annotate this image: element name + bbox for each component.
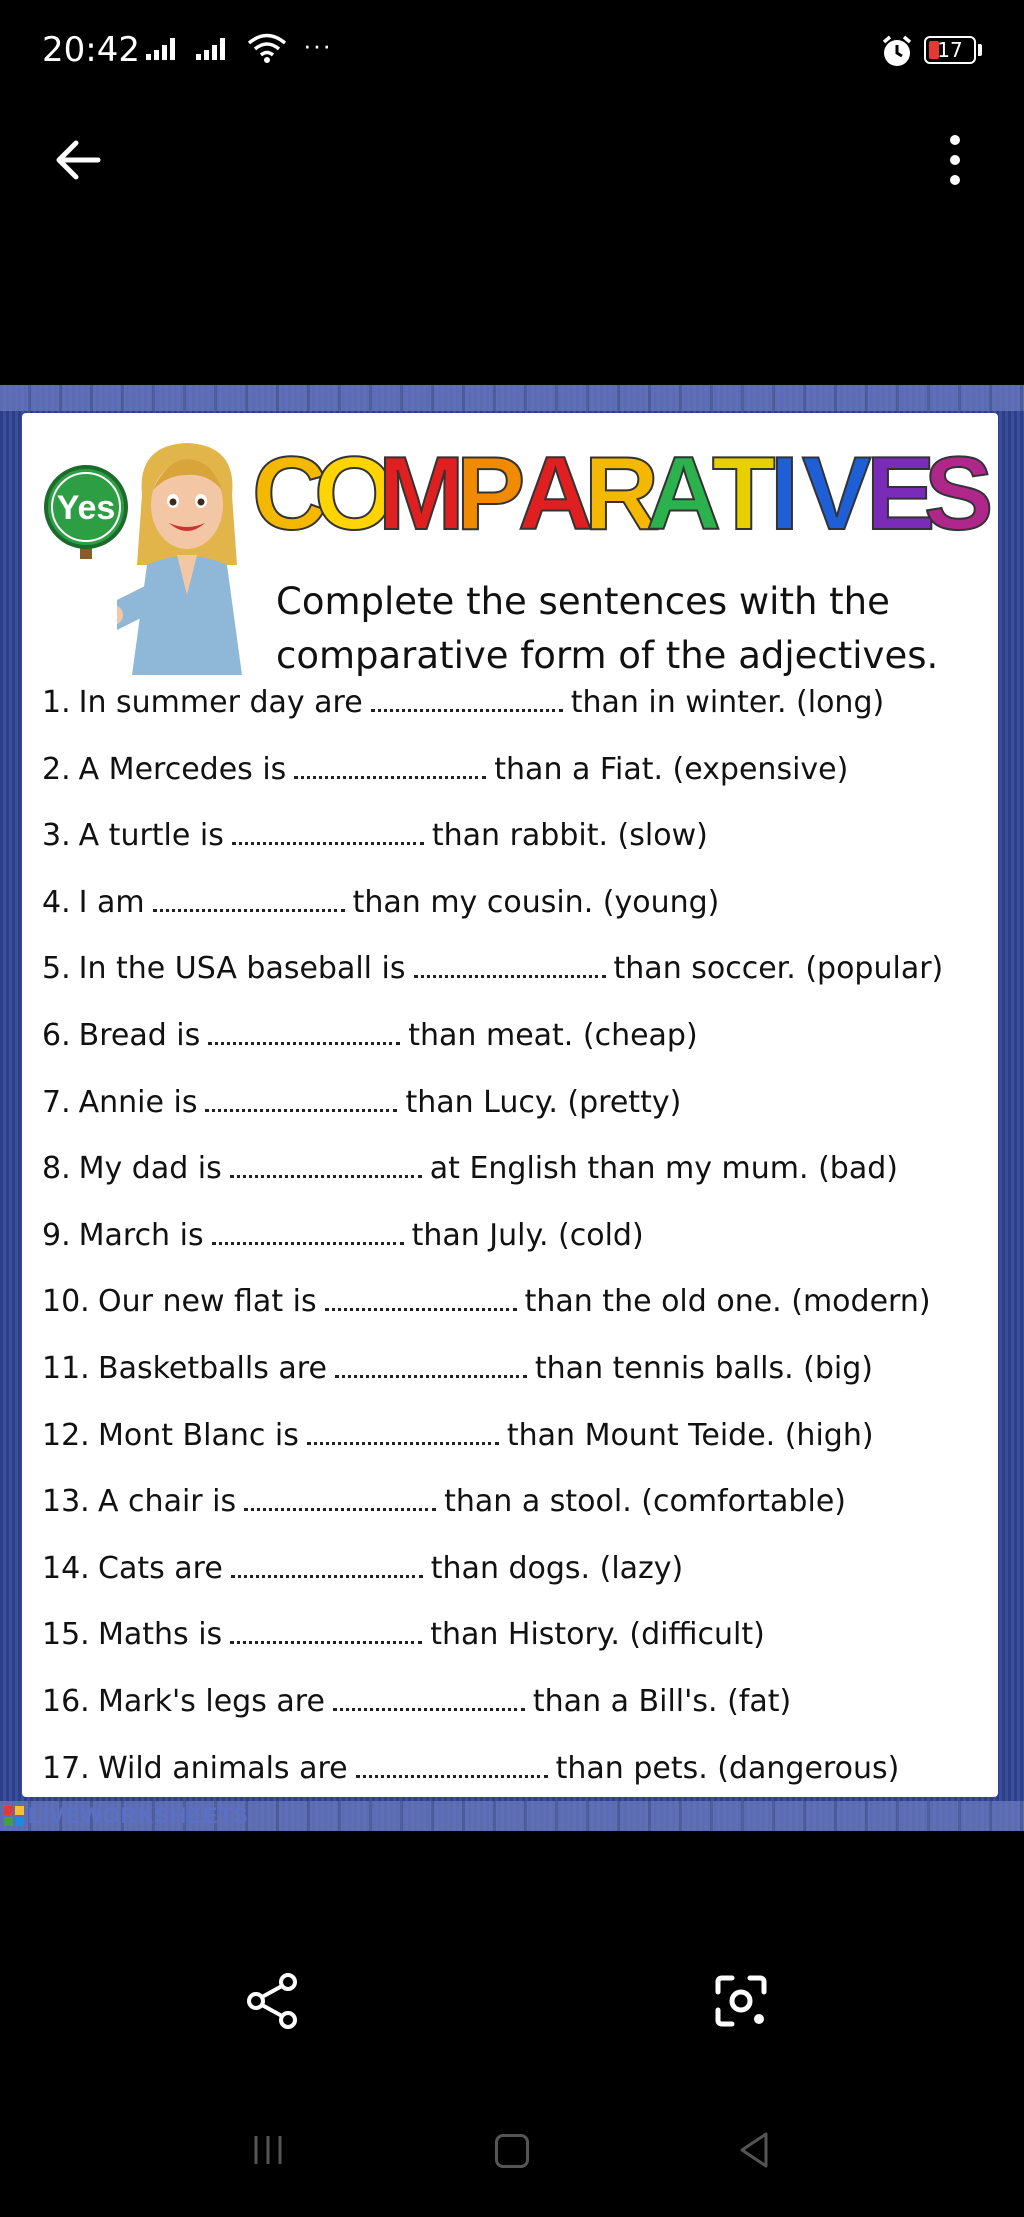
title-comparatives <box>244 413 1004 563</box>
title-letter: R <box>584 436 660 552</box>
instructions-line-1: Complete the sentences with the <box>276 580 890 623</box>
wifi-icon <box>247 32 287 64</box>
exercise-number: 2. <box>42 751 71 787</box>
exercise-text-after: than meat. (cheap) <box>408 1017 698 1053</box>
kebab-menu-icon[interactable] <box>940 132 970 188</box>
exercise-number: 11. <box>42 1350 90 1386</box>
exercise-blank[interactable] <box>294 761 486 779</box>
exercise-text-after: than soccer. (popular) <box>613 951 944 987</box>
exercise-text-before: Basketballs are <box>98 1350 327 1386</box>
exercise-number: 1. <box>42 685 71 720</box>
exercise-text-before: A chair is <box>98 1484 237 1520</box>
exercise-text-after: than Mount Teide. (high) <box>506 1417 874 1453</box>
title-letter: M <box>378 436 465 552</box>
exercise-text-before: In summer day are <box>78 685 363 720</box>
exercise-text-before: My dad is <box>78 1151 222 1187</box>
exercise-number: 4. <box>42 884 71 920</box>
exercise-item <box>42 818 992 885</box>
exercise-text-before: A turtle is <box>78 818 224 854</box>
frame-top-strip <box>0 385 1024 411</box>
exercise-number: 8. <box>42 1151 71 1187</box>
exercise-text-after: than History. (difficult) <box>430 1617 765 1653</box>
exercise-item <box>42 685 992 752</box>
title-letter: V <box>802 436 872 552</box>
title-letter: S <box>924 436 994 552</box>
exercise-blank[interactable] <box>232 827 424 845</box>
exercise-item <box>42 1484 992 1551</box>
exercise-blank[interactable] <box>208 1027 400 1045</box>
recent-apps-icon[interactable] <box>250 2132 286 2168</box>
watermark-logo-icon <box>4 1806 24 1826</box>
watermark <box>4 1803 249 1829</box>
exercise-text-after: than the old one. (modern) <box>524 1284 931 1320</box>
status-time: 20:42 <box>42 30 140 70</box>
exercise-text-before: In the USA baseball is <box>78 951 406 987</box>
exercise-list <box>42 685 992 1817</box>
exercise-text-after: than July. (cold) <box>411 1217 644 1253</box>
title-letter: A <box>518 436 594 552</box>
exercise-text-before: Mont Blanc is <box>98 1417 299 1453</box>
exercise-item <box>42 1418 992 1485</box>
exercise-text-after: than a Bill's. (fat) <box>532 1683 792 1719</box>
exercise-item <box>42 1684 992 1751</box>
exercise-text-after: than rabbit. (slow) <box>431 818 708 854</box>
title-letter: A <box>646 436 722 552</box>
exercise-text-after: than dogs. (lazy) <box>430 1550 684 1586</box>
worksheet-image[interactable] <box>0 385 1024 1831</box>
exercise-item <box>42 752 992 819</box>
exercise-text-before: Our new flat is <box>98 1284 317 1320</box>
exercise-blank[interactable] <box>205 1094 397 1112</box>
exercise-text-before: I am <box>78 884 145 920</box>
exercise-text-before: Cats are <box>98 1550 223 1586</box>
title-letter: T <box>712 436 776 552</box>
exercise-text-after: than my cousin. (young) <box>352 884 720 920</box>
alarm-icon <box>880 34 914 68</box>
exercise-text-after: than tennis balls. (big) <box>534 1350 873 1386</box>
exercise-item <box>42 1284 992 1351</box>
nav-back-icon[interactable] <box>734 2130 774 2170</box>
exercise-number: 17. <box>42 1750 90 1786</box>
lens-scan-icon[interactable] <box>712 1972 770 2030</box>
exercise-text-before: Wild animals are <box>98 1750 348 1786</box>
exercise-blank[interactable] <box>230 1160 422 1178</box>
exercise-item <box>42 1218 992 1285</box>
battery-icon <box>924 36 976 64</box>
exercise-text-after: than a Fiat. (expensive) <box>494 751 849 787</box>
exercise-item <box>42 1151 992 1218</box>
exercise-text-after: at English than my mum. (bad) <box>429 1151 898 1187</box>
exercise-text-before: Maths is <box>98 1617 223 1653</box>
exercise-text-after: than in winter. (long) <box>570 685 885 720</box>
exercise-blank[interactable] <box>414 960 606 978</box>
exercise-item <box>42 1551 992 1618</box>
exercise-blank[interactable] <box>371 694 563 712</box>
exercise-blank[interactable] <box>356 1760 548 1778</box>
title-letter: E <box>866 436 936 552</box>
battery-level: 17 <box>937 38 963 62</box>
exercise-text-after: than Lucy. (pretty) <box>405 1084 682 1120</box>
exercise-number: 15. <box>42 1617 90 1653</box>
exercise-item <box>42 1085 992 1152</box>
share-icon[interactable] <box>244 1972 302 2030</box>
teacher-illustration <box>117 435 257 675</box>
yes-sign-text: Yes <box>56 489 116 527</box>
exercise-number: 3. <box>42 818 71 854</box>
exercise-text-after: than pets. (dangerous) <box>555 1750 900 1786</box>
signal-icon <box>146 38 175 60</box>
title-letter: C <box>252 436 328 552</box>
exercise-text-before: Annie is <box>78 1084 198 1120</box>
exercise-blank[interactable] <box>230 1626 422 1644</box>
exercise-item <box>42 951 992 1018</box>
instructions-line-2: comparative form of the adjectives. <box>276 634 939 677</box>
more-indicator: ··· <box>303 30 332 60</box>
title-letter: O <box>314 436 395 552</box>
exercise-text-before: March is <box>78 1217 204 1253</box>
title-letter: P <box>456 436 526 552</box>
exercise-number: 10. <box>42 1284 90 1320</box>
exercise-item <box>42 1617 992 1684</box>
exercise-item <box>42 1018 992 1085</box>
exercise-item <box>42 1351 992 1418</box>
exercise-text-before: A Mercedes is <box>78 751 287 787</box>
title-letter: I <box>770 436 799 552</box>
home-button[interactable] <box>495 2134 529 2168</box>
exercise-number: 13. <box>42 1484 90 1520</box>
worksheet-sheet <box>22 413 998 1797</box>
exercise-number: 5. <box>42 951 71 987</box>
arrow-left-icon[interactable] <box>50 132 106 188</box>
watermark-text: LIVEWORKSHEETS <box>28 1803 249 1828</box>
exercise-blank[interactable] <box>153 894 345 912</box>
exercise-text-before: Mark's legs are <box>98 1683 325 1719</box>
exercise-blank[interactable] <box>333 1693 525 1711</box>
exercise-item <box>42 885 992 952</box>
exercise-number: 14. <box>42 1550 90 1586</box>
exercise-blank[interactable] <box>335 1360 527 1378</box>
exercise-blank[interactable] <box>231 1560 423 1578</box>
exercise-number: 9. <box>42 1217 71 1253</box>
signal-icon-2 <box>196 38 225 60</box>
instructions <box>276 575 938 683</box>
exercise-number: 16. <box>42 1683 90 1719</box>
exercise-blank[interactable] <box>325 1293 517 1311</box>
exercise-blank[interactable] <box>244 1493 436 1511</box>
exercise-text-after: than a stool. (comfortable) <box>444 1484 846 1520</box>
exercise-number: 12. <box>42 1417 90 1453</box>
status-bar <box>0 0 1024 100</box>
exercise-text-before: Bread is <box>78 1017 201 1053</box>
exercise-number: 6. <box>42 1017 71 1053</box>
exercise-number: 7. <box>42 1084 71 1120</box>
battery-tip <box>978 44 982 56</box>
exercise-blank[interactable] <box>307 1427 499 1445</box>
exercise-blank[interactable] <box>212 1227 404 1245</box>
